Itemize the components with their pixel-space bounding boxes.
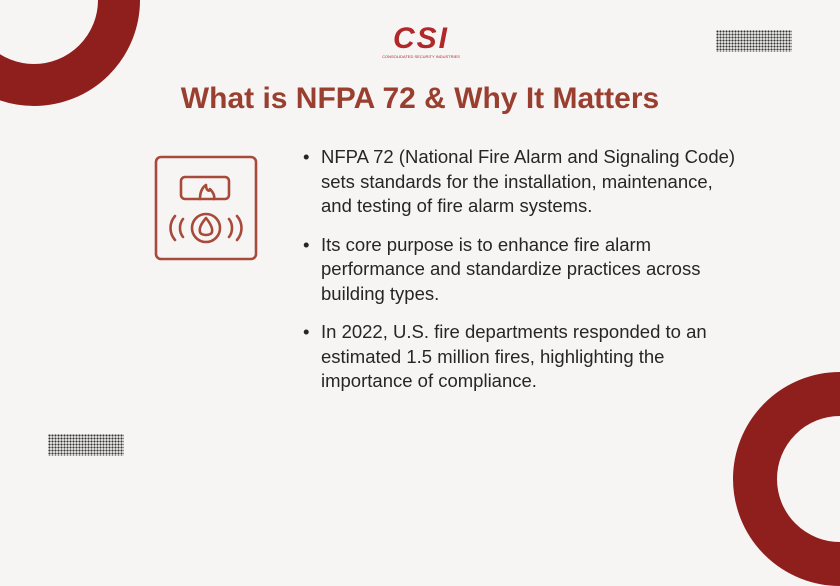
dot-pattern-bottom-left <box>48 434 124 456</box>
decorative-ring-bottom-right <box>733 372 840 586</box>
bullet-text: In 2022, U.S. fire departments responded to an estimated 1.5 million fires, highlighting the importance of compliance. <box>321 321 707 391</box>
bullet-item <box>298 145 738 219</box>
bullet-dot: • <box>303 233 310 255</box>
bullet-list <box>298 145 738 408</box>
logo-text: CSI <box>392 22 449 55</box>
bullet-item <box>298 233 738 307</box>
bullet-dot: • <box>303 146 310 167</box>
bullet-text: NFPA 72 (National Fire Alarm and Signaling Code) sets standards for the installation, maintenance, and testing of fire alarm systems. <box>321 146 736 216</box>
dot-pattern-top-right <box>716 30 792 52</box>
bullet-item <box>298 320 738 394</box>
logo-subtext: CONSOLIDATED SECURITY INDUSTRIES <box>382 54 460 59</box>
fire-alarm-icon <box>154 155 258 261</box>
bullet-dot: • <box>303 321 310 342</box>
csi-logo <box>376 24 466 64</box>
bullet-text: Its core purpose is to enhance fire alarm performance and standardize practices across building types. <box>321 233 701 304</box>
page-title: What is NFPA 72 & Why It Matters <box>180 82 660 115</box>
